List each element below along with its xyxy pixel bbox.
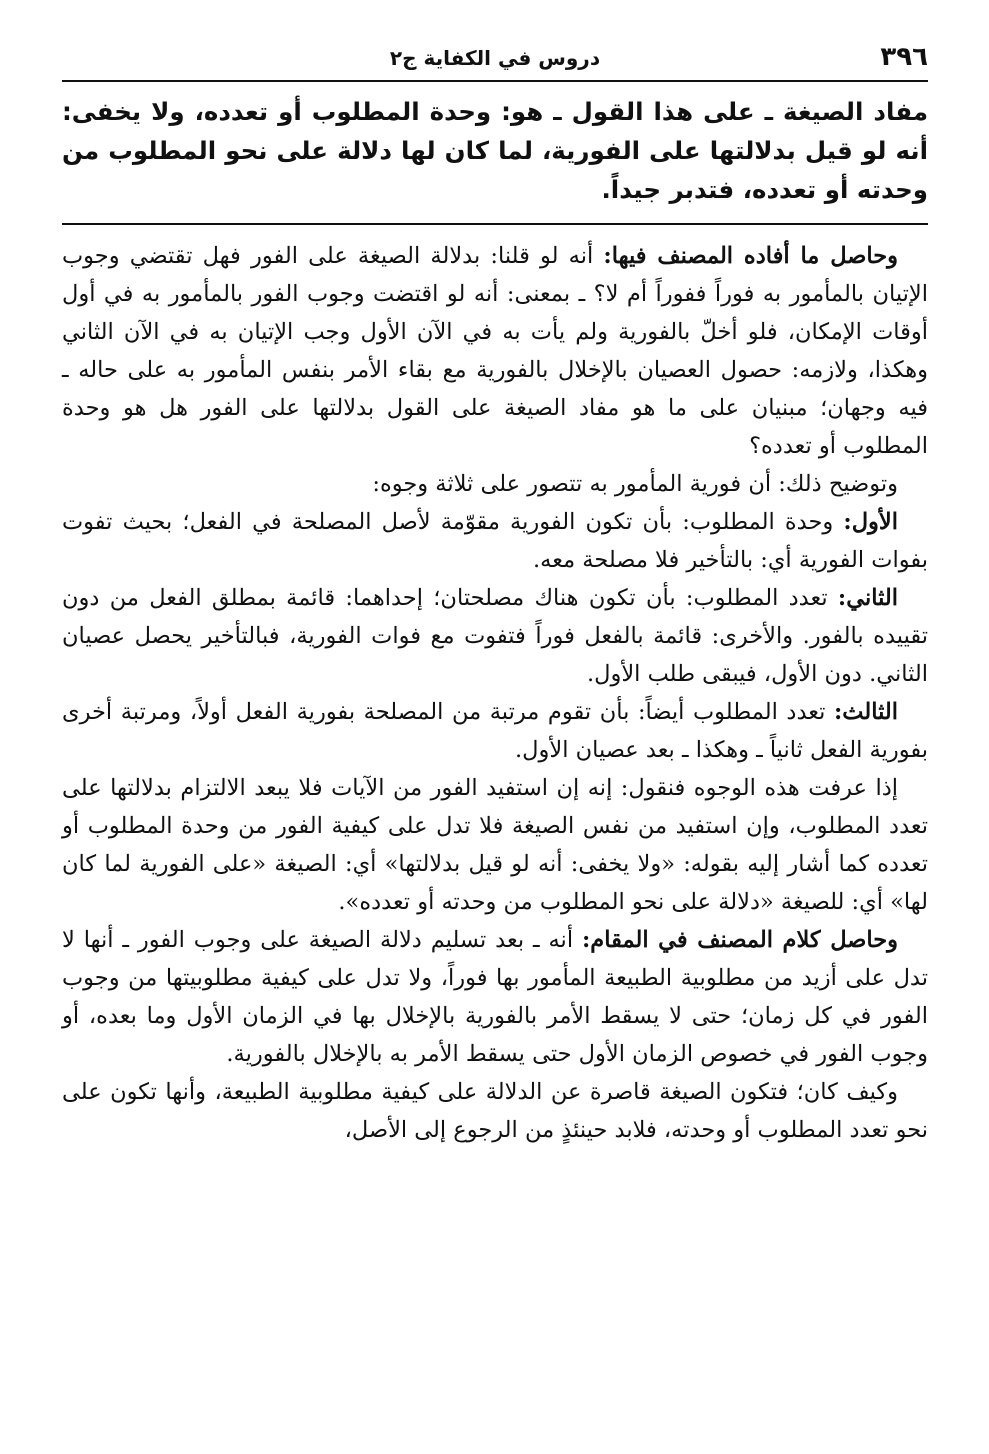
paragraph-text: أنه لو قلنا: بدلالة الصيغة على الفور فهل تقتضي وجوب الإتيان بالمأمور به فوراً ففوراً أم لا؟ ـ بمعنى: أنه لو اقتضت وجوب الفور بالمأمور به في أول أوقات الإمكان، فلو أخلّ بالفورية ولم يأت به في الآن الأول وجب الإتيان به في الآن الثاني وهكذا، ولازمه: حصول العصيان بالإخلال بالفورية مع بقاء الأمر بنفس المأمور به على حاله ـ فيه وجهان؛ مبنيان على ما هو مفاد الصيغة على القول بدلالتها على الفور هل هو وحدة المطلوب أو تعدده؟ [62, 243, 928, 459]
commentary-paragraph [62, 503, 928, 579]
section-divider [62, 223, 928, 225]
paragraph-text: إذا عرفت هذه الوجوه فنقول: إنه إن استفيد الفور من الآيات فلا يبعد الالتزام بدلالتها على تعدد المطلوب، وإن استفيد من نفس الصيغة فلا تدل على كيفية الفور من وحدة المطلوب أو تعدده كما أشار إليه بقوله: «ولا يخفى: أنه لو قيل بدلالتها» أي: الصيغة «على الفورية لما كان لها» أي: للصيغة «دلالة على نحو المطلوب من وحدته أو تعدده». [62, 775, 928, 915]
page-number: ٣٩٦ [880, 42, 928, 72]
paragraph-text: تعدد المطلوب: بأن تكون هناك مصلحتان؛ إحداهما: قائمة بمطلق الفعل من دون تقييده بالفور. والأخرى: قائمة بالفعل فوراً فتفوت مع فوات الفورية، فبالتأخير يحصل عصيان الثاني. دون الأول، فيبقى طلب الأول. [62, 585, 928, 687]
paragraph-heading: الثالث: [833, 699, 898, 725]
commentary-paragraph [62, 693, 928, 769]
paragraph-heading: الأول: [843, 509, 898, 535]
commentary-paragraph [62, 921, 928, 1073]
paragraph-text: وكيف كان؛ فتكون الصيغة قاصرة عن الدلالة على كيفية مطلوبية الطبيعة، وأنها تكون على نحو تعدد المطلوب أو وحدته، فلابد حينئذٍ من الرجوع إلى الأصل، [62, 1079, 928, 1143]
paragraph-heading: وحاصل ما أفاده المصنف فيها: [603, 243, 898, 269]
commentary-paragraph [62, 769, 928, 921]
paragraph-text: وحدة المطلوب: بأن تكون الفورية مقوّمة لأصل المصلحة في الفعل؛ بحيث تفوت بفوات الفورية أي: بالتأخير فلا مصلحة معه. [62, 509, 928, 573]
paragraph-text: تعدد المطلوب أيضاً: بأن تقوم مرتبة من المصلحة بفورية الفعل أولاً، ومرتبة أخرى بفورية الفعل ثانياً ـ وهكذا ـ بعد عصيان الأول. [62, 699, 928, 763]
running-title: دروس في الكفاية ج٢ [389, 46, 601, 70]
paragraph-heading: وحاصل كلام المصنف في المقام: [581, 927, 898, 953]
commentary-paragraph [62, 237, 928, 465]
commentary-paragraph [62, 579, 928, 693]
paragraph-text: أنه ـ بعد تسليم دلالة الصيغة على وجوب الفور ـ أنها لا تدل على أزيد من مطلوبية الطبيعة المأمور بها فوراً، ولا تدل على كيفية مطلوبيتها من وجوب الفور في كل زمان؛ حتى لا يسقط الأمر بالفورية بالإخلال بها في الزمان الأول وما بعده، أو وجوب الفور في خصوص الزمان الأول حتى يسقط الأمر به بالإخلال بالفورية. [62, 927, 928, 1067]
page [62, 36, 928, 1149]
commentary-paragraph [62, 465, 928, 503]
page-header [62, 36, 928, 82]
commentary [62, 237, 928, 1149]
commentary-paragraph [62, 1073, 928, 1149]
paragraph-text: وتوضيح ذلك: أن فورية المأمور به تتصور على ثلاثة وجوه: [372, 471, 898, 497]
paragraph-heading: الثاني: [837, 585, 898, 611]
matn-text: مفاد الصيغة ـ على هذا القول ـ هو: وحدة المطلوب أو تعدده، ولا يخفى: أنه لو قيل بدلالتها على الفورية، لما كان لها دلالة على نحو المطلوب من وحدته أو تعدده، فتدبر جيداً. [62, 97, 928, 204]
